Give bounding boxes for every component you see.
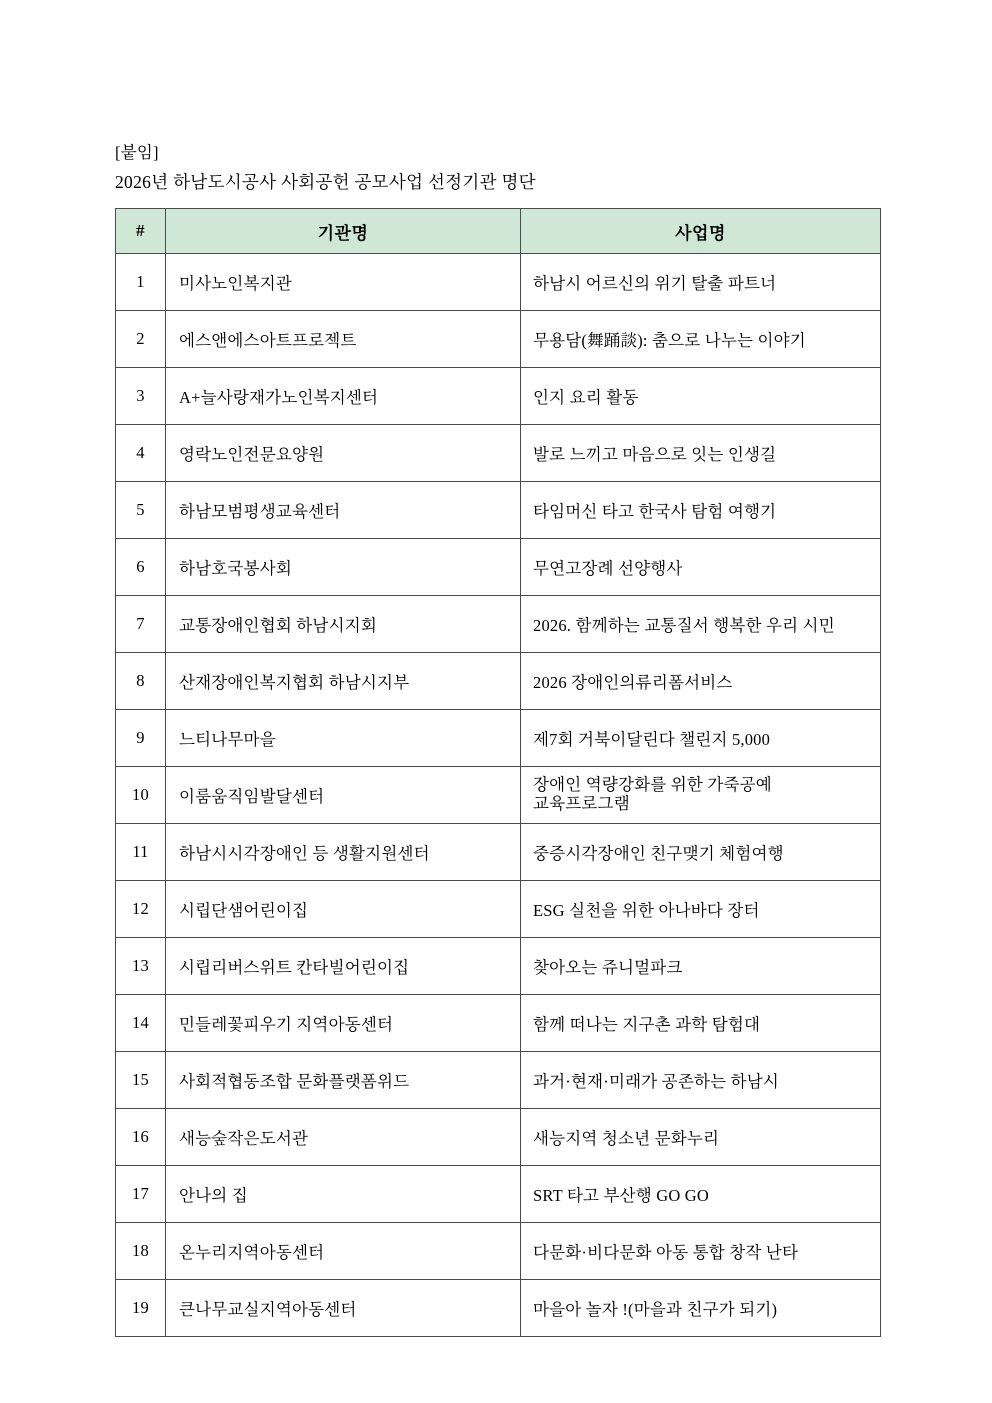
row-organization: 산재장애인복지협회 하남시지부	[166, 653, 521, 710]
column-header-number: #	[116, 209, 166, 254]
table-row	[116, 482, 881, 539]
row-number: 18	[116, 1223, 166, 1280]
row-project: 무용담(舞踊談): 춤으로 나누는 이야기	[521, 311, 881, 368]
row-organization: 하남호국봉사회	[166, 539, 521, 596]
row-project: 과거·현재·미래가 공존하는 하남시	[521, 1052, 881, 1109]
row-number: 17	[116, 1166, 166, 1223]
row-number: 12	[116, 881, 166, 938]
table-row	[116, 995, 881, 1052]
row-project: 함께 떠나는 지구촌 과학 탐험대	[521, 995, 881, 1052]
row-organization: 시립리버스위트 칸타빌어린이집	[166, 938, 521, 995]
row-organization: 사회적협동조합 문화플랫폼위드	[166, 1052, 521, 1109]
row-project: 인지 요리 활동	[521, 368, 881, 425]
row-project: 찾아오는 쥬니멀파크	[521, 938, 881, 995]
table-row	[116, 767, 881, 824]
table-row	[116, 1280, 881, 1337]
row-project: 타임머신 타고 한국사 탐험 여행기	[521, 482, 881, 539]
row-project: 다문화·비다문화 아동 통합 창작 난타	[521, 1223, 881, 1280]
row-number: 8	[116, 653, 166, 710]
table-row	[116, 311, 881, 368]
table-row	[116, 368, 881, 425]
row-organization: 민들레꽃피우기 지역아동센터	[166, 995, 521, 1052]
row-number: 3	[116, 368, 166, 425]
row-organization: 시립단샘어린이집	[166, 881, 521, 938]
row-organization: 영락노인전문요양원	[166, 425, 521, 482]
row-number: 16	[116, 1109, 166, 1166]
row-organization: 미사노인복지관	[166, 254, 521, 311]
table-row	[116, 1109, 881, 1166]
row-project: 2026. 함께하는 교통질서 행복한 우리 시민	[521, 596, 881, 653]
attachment-label: [붙임]	[115, 143, 159, 162]
row-number: 9	[116, 710, 166, 767]
table-row	[116, 1166, 881, 1223]
row-organization: 하남시시각장애인 등 생활지원센터	[166, 824, 521, 881]
row-number: 2	[116, 311, 166, 368]
row-organization: 새능숲작은도서관	[166, 1109, 521, 1166]
document-title: 2026년 하남도시공사 사회공헌 공모사업 선정기관 명단	[115, 172, 536, 193]
row-organization: 에스앤에스아트프로젝트	[166, 311, 521, 368]
row-organization: 교통장애인협회 하남시지회	[166, 596, 521, 653]
table-row	[116, 425, 881, 482]
selected-organizations-table	[115, 208, 881, 1337]
row-project: 발로 느끼고 마음으로 잇는 인생길	[521, 425, 881, 482]
row-number: 14	[116, 995, 166, 1052]
table-row	[116, 1052, 881, 1109]
row-number: 6	[116, 539, 166, 596]
table-row	[116, 254, 881, 311]
row-number: 13	[116, 938, 166, 995]
row-number: 5	[116, 482, 166, 539]
row-number: 15	[116, 1052, 166, 1109]
table-row	[116, 539, 881, 596]
row-project-line1: 장애인 역량강화를 위한 가죽공예	[533, 775, 772, 795]
row-number: 1	[116, 254, 166, 311]
row-project: 제7회 거북이달린다 챌린지 5,000	[521, 710, 881, 767]
row-organization: 하남모범평생교육센터	[166, 482, 521, 539]
row-organization: 이룸움직임발달센터	[166, 767, 521, 824]
column-header-organization: 기관명	[166, 209, 521, 254]
row-project	[521, 767, 881, 824]
row-project: 중증시각장애인 친구맺기 체험여행	[521, 824, 881, 881]
row-organization: 안나의 집	[166, 1166, 521, 1223]
table-row	[116, 1223, 881, 1280]
table-header-row	[116, 209, 881, 254]
row-organization: 느티나무마을	[166, 710, 521, 767]
table-row	[116, 824, 881, 881]
row-project: 하남시 어르신의 위기 탈출 파트너	[521, 254, 881, 311]
row-project: 2026 장애인의류리폼서비스	[521, 653, 881, 710]
row-project: 무연고장례 선양행사	[521, 539, 881, 596]
row-project: SRT 타고 부산행 GO GO	[521, 1166, 881, 1223]
table-row	[116, 596, 881, 653]
row-organization: A+늘사랑재가노인복지센터	[166, 368, 521, 425]
column-header-project: 사업명	[521, 209, 881, 254]
row-number: 4	[116, 425, 166, 482]
table-row	[116, 710, 881, 767]
row-project-line2: 교육프로그램	[533, 794, 630, 814]
table-row	[116, 881, 881, 938]
table-row	[116, 653, 881, 710]
row-organization: 큰나무교실지역아동센터	[166, 1280, 521, 1337]
row-project: ESG 실천을 위한 아나바다 장터	[521, 881, 881, 938]
table-header	[116, 209, 881, 254]
row-organization: 온누리지역아동센터	[166, 1223, 521, 1280]
row-number: 7	[116, 596, 166, 653]
table-row	[116, 938, 881, 995]
row-project: 마을아 놀자 !(마을과 친구가 되기)	[521, 1280, 881, 1337]
table-body	[116, 254, 881, 1337]
row-project: 새능지역 청소년 문화누리	[521, 1109, 881, 1166]
row-number: 19	[116, 1280, 166, 1337]
row-number: 10	[116, 767, 166, 824]
row-number: 11	[116, 824, 166, 881]
